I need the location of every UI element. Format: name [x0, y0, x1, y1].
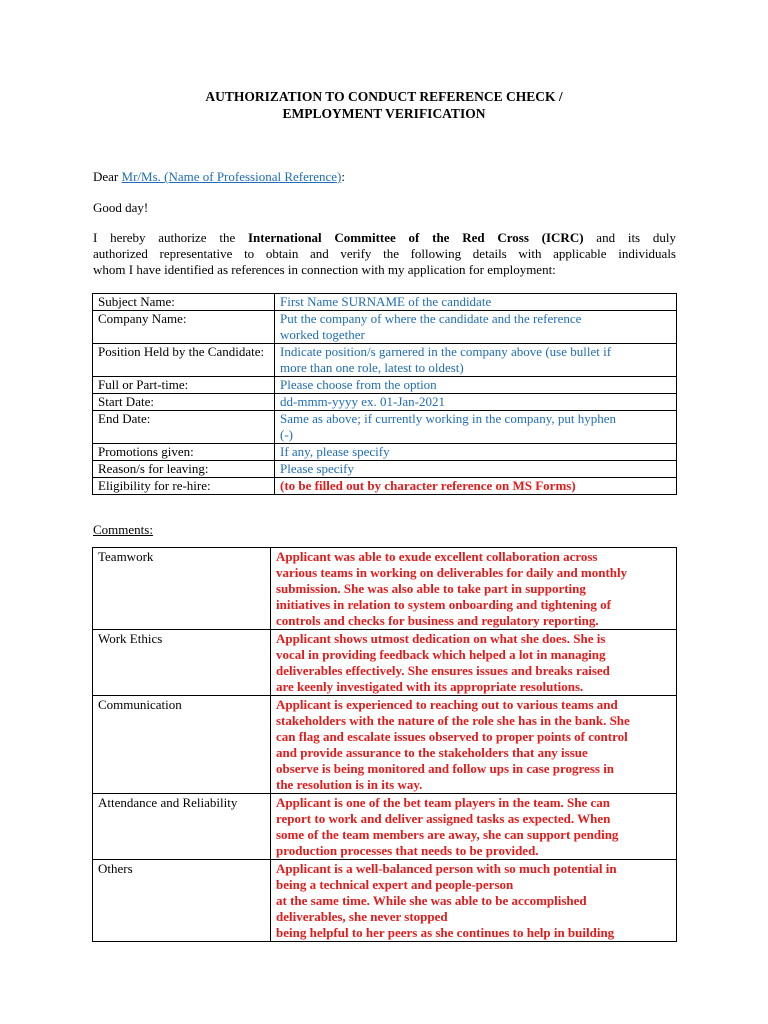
- intro-line-1: [93, 230, 676, 246]
- comment-text-line: initiatives in relation to system onboarding and tightening of: [276, 597, 611, 612]
- details-value[interactable]: [275, 478, 677, 495]
- document-title: [0, 88, 768, 122]
- title-line-1: AUTHORIZATION TO CONDUCT REFERENCE CHECK /: [205, 89, 563, 104]
- details-label: Start Date:: [93, 394, 275, 411]
- salutation: [93, 168, 345, 185]
- comment-text-line: production processes that needs to be provided.: [276, 843, 539, 858]
- details-value-line: worked together: [280, 327, 365, 342]
- details-label: Eligibility for re-hire:: [93, 478, 275, 495]
- comment-row: [93, 794, 677, 860]
- greeting: Good day!: [93, 200, 149, 215]
- details-row: [93, 377, 677, 394]
- comment-category: Work Ethics: [93, 630, 271, 696]
- comment-text-line: some of the team members are away, she can support pending: [276, 827, 619, 842]
- comment-row: [93, 696, 677, 794]
- comment-text-line: at the same time. While she was able to be accomplished: [276, 893, 587, 908]
- details-value-line: Put the company of where the candidate and the reference: [280, 311, 582, 326]
- intro-line-2: authorized representative to obtain and verify the following details with applicable individuals: [93, 246, 676, 261]
- comment-text-line: being helpful to her peers as she continues to help in building: [276, 925, 615, 940]
- comment-text-line: deliverables effectively. She ensures issues and breaks raised: [276, 663, 610, 678]
- details-value-line: (to be filled out by character reference on MS Forms): [280, 478, 576, 493]
- details-label: Subject Name:: [93, 294, 275, 311]
- details-value[interactable]: [275, 411, 677, 444]
- comment-text[interactable]: [271, 630, 677, 696]
- comment-category: Others: [93, 860, 271, 942]
- details-row: [93, 411, 677, 444]
- comment-category: Communication: [93, 696, 271, 794]
- comment-text-line: can flag and escalate issues observed to proper points of control: [276, 729, 628, 744]
- details-label: Promotions given:: [93, 444, 275, 461]
- details-value[interactable]: [275, 461, 677, 478]
- details-label: Company Name:: [93, 311, 275, 344]
- comment-category: Teamwork: [93, 548, 271, 630]
- reference-name-placeholder: Mr/Ms. (Name of Professional Reference): [121, 169, 342, 184]
- details-value[interactable]: [275, 394, 677, 411]
- comment-text-line: various teams in working on deliverables for daily and monthly: [276, 565, 628, 580]
- comments-table: [92, 547, 677, 942]
- details-value[interactable]: [275, 344, 677, 377]
- details-row: [93, 394, 677, 411]
- details-label: Reason/s for leaving:: [93, 461, 275, 478]
- comment-text-line: Applicant was able to exude excellent collaboration across: [276, 549, 598, 564]
- comment-category: Attendance and Reliability: [93, 794, 271, 860]
- details-row: [93, 444, 677, 461]
- details-label: End Date:: [93, 411, 275, 444]
- comment-text[interactable]: [271, 696, 677, 794]
- intro-line-3: whom I have identified as references in connection with my application for employment:: [93, 262, 556, 277]
- details-row: [93, 344, 677, 377]
- details-value-line: more than one role, latest to oldest): [280, 360, 464, 375]
- details-row: [93, 461, 677, 478]
- salutation-suffix: :: [341, 169, 345, 184]
- comment-text-line: deliverables, she never stopped: [276, 909, 448, 924]
- comment-text-line: report to work and deliver assigned tasks as expected. When: [276, 811, 611, 826]
- details-value-line: Indicate position/s garnered in the company above (use bullet if: [280, 344, 612, 359]
- organization-name: International Committee of the Red Cross (ICRC): [247, 230, 584, 245]
- details-row: [93, 311, 677, 344]
- comment-text[interactable]: [271, 860, 677, 942]
- comment-text-line: vocal in providing feedback which helped a lot in managing: [276, 647, 606, 662]
- comment-text-line: the resolution is in its way.: [276, 777, 423, 792]
- comment-row: [93, 630, 677, 696]
- comment-text-line: being a technical expert and people-person: [276, 877, 514, 892]
- comment-text-line: and provide assurance to the stakeholders that any issue: [276, 745, 588, 760]
- comment-text-line: observe is being monitored and follow ups in case progress in: [276, 761, 615, 776]
- comment-text-line: controls and checks for business and regulatory reporting.: [276, 613, 599, 628]
- details-row: [93, 294, 677, 311]
- details-value[interactable]: [275, 444, 677, 461]
- details-row: [93, 478, 677, 495]
- comment-text-line: are keenly investigated with its appropriate resolutions.: [276, 679, 584, 694]
- details-label: Full or Part-time:: [93, 377, 275, 394]
- comment-text-line: Applicant is experienced to reaching out to various teams and: [276, 697, 618, 712]
- intro-text: and its duly: [583, 230, 676, 245]
- comment-text-line: Applicant is one of the bet team players in the team. She can: [276, 795, 611, 810]
- details-value-line: Please specify: [280, 461, 355, 476]
- details-value-line: Same as above; if currently working in the company, put hyphen: [280, 411, 616, 426]
- details-value[interactable]: [275, 311, 677, 344]
- salutation-prefix: Dear: [93, 169, 122, 184]
- details-value-line: Please choose from the option: [280, 377, 437, 392]
- details-value-line: dd-mmm-yyyy ex. 01-Jan-2021: [280, 394, 446, 409]
- comment-text[interactable]: [271, 548, 677, 630]
- title-line-2: EMPLOYMENT VERIFICATION: [282, 106, 486, 121]
- intro-paragraph: [93, 230, 676, 278]
- comment-text-line: submission. She was also able to take part in supporting: [276, 581, 586, 596]
- comment-text-line: stakeholders with the nature of the role she has in the bank. She: [276, 713, 630, 728]
- details-value-line: First Name SURNAME of the candidate: [280, 294, 492, 309]
- details-value[interactable]: [275, 294, 677, 311]
- comment-row: [93, 548, 677, 630]
- details-value[interactable]: [275, 377, 677, 394]
- details-label: Position Held by the Candidate:: [93, 344, 275, 377]
- intro-text: I hereby authorize the: [93, 230, 248, 245]
- candidate-details-table: [92, 293, 677, 495]
- details-value-line: If any, please specify: [280, 444, 390, 459]
- comments-heading: Comments:: [93, 522, 153, 537]
- comment-text[interactable]: [271, 794, 677, 860]
- comment-text-line: Applicant is a well-balanced person with so much potential in: [276, 861, 617, 876]
- details-value-line: (-): [280, 427, 293, 442]
- comment-text-line: Applicant shows utmost dedication on what she does. She is: [276, 631, 606, 646]
- comment-row: [93, 860, 677, 942]
